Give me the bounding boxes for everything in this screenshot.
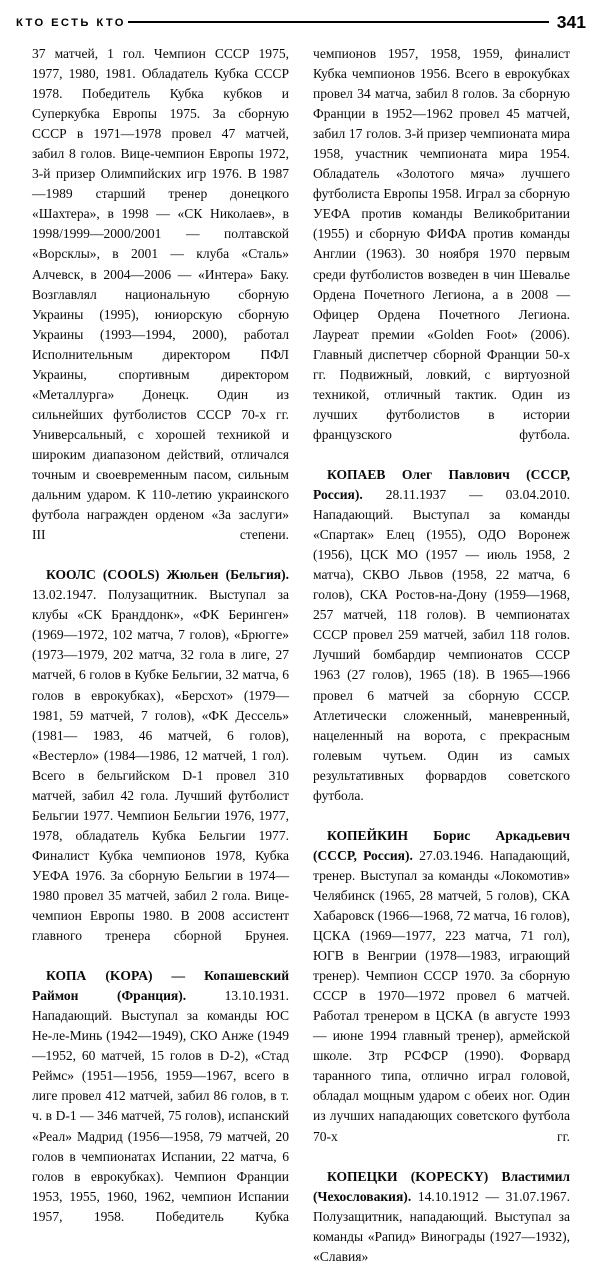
entry-body: 13.10.1931. Нападающий. Выступал за команды ЮС Не-ле-Минь (1942—1949), СКО Анже (1949—1952, 60 матчей, 15 голов в D-2), «Стад Реймс» (1951—1956, 1959—1967, всего в лиге провел 412 матчей, забил 86 голов, в т. ч. в D-1 — 346 матчей, 75 голов), испанский «Реал» Мадрид (1956—1958, 79 матчей, 20 голов в чемпионатах Испании, 22 матча, 6 голов в еврокубках). Чемпион Франции 1953, 1955, 1960, 1962, чемпион Испании 1957, 1958. Победитель Кубка bbox=[32, 988, 290, 1224]
entry-headword: КОПЕЙКИН Борис Аркадьевич (СССР, Россия). bbox=[313, 827, 570, 863]
paragraph-text: чемпионов 1957, 1958, 1959, финалист Кубка чемпионов 1956. Всего в еврокубках провел 34 матча, забил 8 голов. За сборную Франции в 1952—1962 провел 45 матчей, забил 17 голов. 3-й призер чемпионата мира 1958, участник чемпионата мира 1954. Обладатель «Золотого мяча» лучшего футболиста Европы 1958. Играл за сборную УЕФА против команды Великобритании (1955) и сборную ФИФА против команды Англии (1963). 30 ноября 1970 первым среди футболистов возведен в чин Шевалье Ордена Почетного Легиона, а в 2008 — Офицер Ордена Почетного Легиона. Лауреат премии «Golden Foot» (2006). Главный диспетчер сборной Франции 50-х гг. Подвижный, ловкий, с виртуозной техникой, отличный тактик. Один из лучших футболистов в истории французского футбола. bbox=[313, 46, 570, 442]
entry-headword: КОПЕЦКИ (KOPECKY) Властимил (Чехословакия). bbox=[313, 1168, 570, 1204]
right-column bbox=[313, 44, 570, 1264]
continuation-paragraph-kopa bbox=[313, 44, 570, 465]
entry-headword: КОПАЕВ Олег Павлович (СССР, Россия). bbox=[313, 466, 570, 503]
continuation-paragraph bbox=[32, 44, 289, 565]
entry-headword: КОПА (KOPA) — Копашевский Раймон (Франция). bbox=[32, 968, 289, 1004]
paragraph-text: 37 матчей, 1 гол. Чемпион СССР 1975, 1977, 1980, 1981. Обладатель Кубка СССР 1978. Победитель Кубка кубков и Суперкубка Европы 1975. За сборную СССР в 1971—1978 провел 47 матчей, забил 8 голов. Вице-чемпион Европы 1972, 3-й призер Олимпийских игр 1976. В 1987—1989 старший тренер донецкого «Шахтера», в 1998 — «СК Николаев», в 1998/1999—2000/2001 — полтавской «Ворсклы», в 2001 — клуба «Сталь» Алчевск, в 2004—2006 — «Интера» Баку. Возглавлял национальную сборную Украины (1995), юниорскую сборную Украины (1993—1994, 2000), работал Исполнительным директором ПФЛ Украины, спортивным директором «Металлурга» Донецк. Один из сильнейших футболистов СССР 70-х гг. Универсальный, с хорошей техникой и широким диапазоном действий, отличался точным и своевременным пасом, сильным дальним ударом. К 110-летию украинского футбола награжден орденом «За заслуги» III степени. bbox=[32, 46, 289, 543]
running-head-title: КТО ЕСТЬ КТО bbox=[16, 17, 126, 30]
entry-body: 28.11.1937 — 03.04.2010. Нападающий. Выступал за команды «Спартак» Елец (1955), ОДО Воронеж (1956), ЦСК МО (1957 — июль 1958, 2 матча), СКВО Львов (1958, 22 матча, 6 голов), СКА Ростов-на-Дону (1959—1968, 257 матчей, 118 голов). В чемпионатах СССР провел 259 матчей, забил 118 голов. Лучший бомбардир чемпионатов СССР 1963 (27 голов), 1965 (18). В 1965—1966 провел 6 матчей за сборную СССР. Атлетически сложенный, маневренный, нацеленный на ворота, с прекрасным голевым чутьем. Один из самых результативных форвардов советского футбола. bbox=[313, 487, 570, 803]
running-head-rule bbox=[128, 21, 549, 23]
page-number: 341 bbox=[556, 11, 586, 32]
text-columns bbox=[32, 44, 570, 1264]
entry-kopaev bbox=[313, 465, 570, 826]
entry-body: 27.03.1946. Нападающий, тренер. Выступал за команды «Локомотив» Челябинск (1965, 28 матчей, 5 голов), СКА Хабаровск (1966—1968, 72 матча, 16 голов), ЦСКА (1969—1977, 223 матча, 71 гол), ЮГВ в Венгрии (1978—1983, играющий тренер). Чемпион СССР 1970. За сборную СССР в 1970—1972 провел 6 матчей. Работал тренером в ЦСКА (в августе 1993 — июне 1994 главный тренер), армейской школе. Зтр РСФСР (1990). Форвард таранного типа, отлично играл головой, обладал мощным ударом с обеих ног. Один из лучших нападающих советского футбола 70-х гг. bbox=[313, 847, 570, 1144]
entry-kopa bbox=[32, 966, 289, 1247]
entry-kopecky bbox=[313, 1167, 570, 1287]
entry-body: 14.10.1912 — 31.07.1967. Полузащитник, нападающий. Выступал за команды «Рапид» Винограды (1927—1932), «Славия» bbox=[313, 1188, 570, 1264]
entry-body: 13.02.1947. Полузащитник. Выступал за клубы «СК Бранддонк», «ФК Берингeн» (1969—1972, 102 матча, 7 голов), «Брюгге» (1973—1979, 202 матча, 32 гола в лиге, 27 матчей, 6 голов в Кубке Бельгии, 32 матча, 6 голов в еврокубках), «Берсхот» (1979—1981, 59 матчей, 7 голов), «ФК Дессель» (1981— 1983, 46 матчей, 6 голов), «Вестерло» (1984—1986, 12 матчей, 1 гол). Всего в бельгийском D-1 провел 310 матчей, забил 42 гола. Лучший футболист Бельгии 1977. Чемпион Бельгии 1976, 1977, 1978, обладатель Кубка Бельгии 1977. Финалист Кубка чемпионов 1978, Кубка УЕФА 1976. За сборную Бельгии в 1974—1980 провел 35 матчей, забил 2 гола. Вице-чемпион Европы 1980. В 2008 ассистент главного тренера сборной Брунея. bbox=[32, 587, 289, 944]
entry-cools bbox=[32, 565, 289, 966]
running-head bbox=[16, 10, 586, 36]
entry-kopeykin bbox=[313, 826, 570, 1167]
left-column bbox=[32, 44, 290, 1224]
entry-headword: КООЛС (COOLS) Жюльен (Бельгия). bbox=[46, 567, 289, 583]
